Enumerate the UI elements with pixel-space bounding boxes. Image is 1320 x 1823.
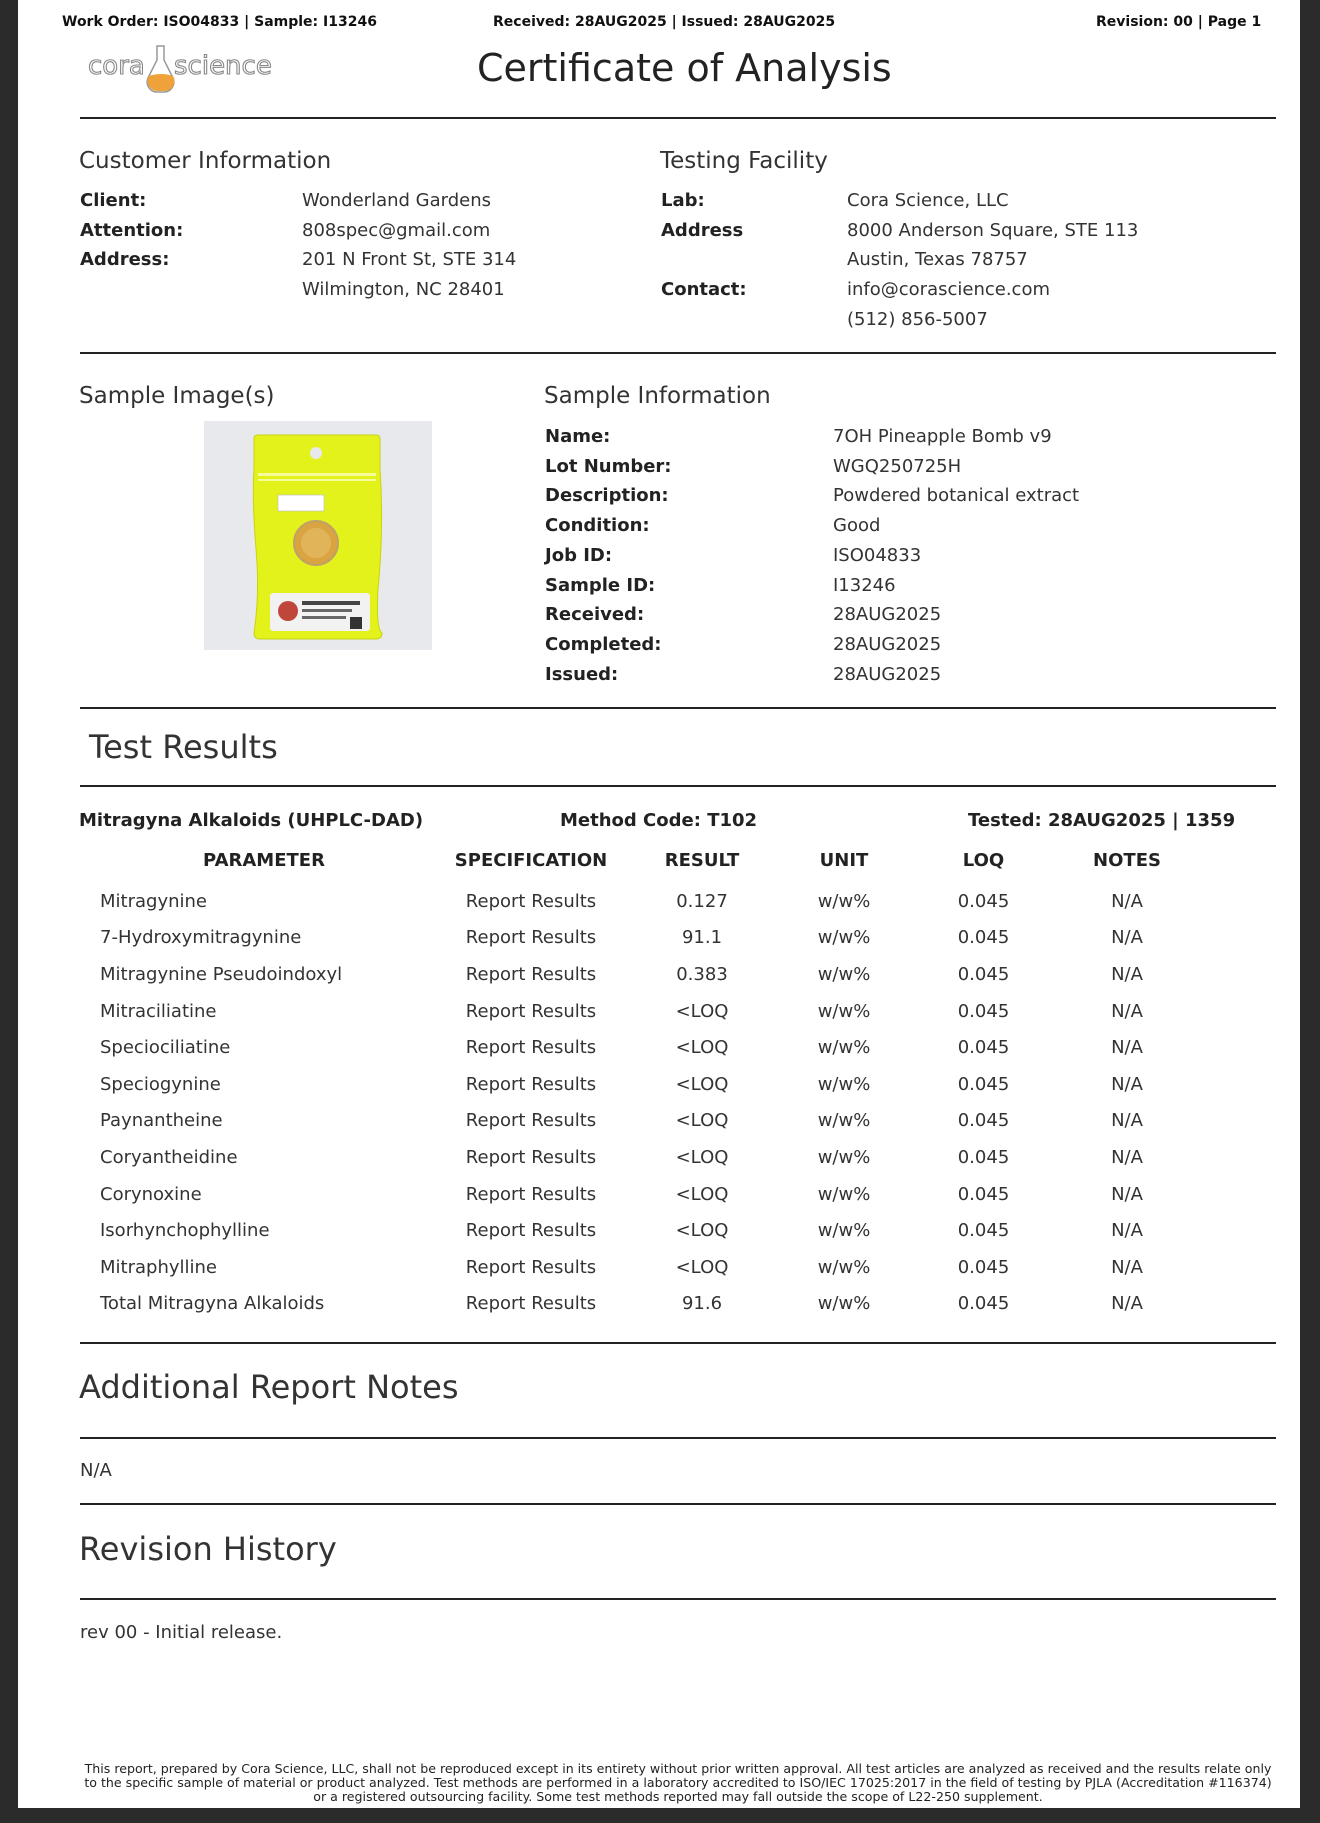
customer-label: Attention:: [80, 219, 184, 241]
unit-cell: w/w%: [817, 1073, 871, 1095]
parameter-cell: Mitragynine Pseudoindoxyl: [100, 963, 343, 985]
parameter-cell: Mitragynine: [100, 890, 207, 912]
document-title: Certificate of Analysis: [477, 46, 892, 90]
sample-info-value: 28AUG2025: [833, 633, 942, 655]
customer-label: Address:: [80, 249, 170, 271]
loq-cell: 0.045: [957, 1183, 1010, 1205]
facility-value: (512) 856-5007: [847, 308, 988, 330]
customer-row: [80, 275, 516, 305]
customer-value: 201 N Front St, STE 314: [302, 249, 517, 271]
unit-cell: w/w%: [817, 927, 871, 949]
parameter-cell: Total Mitragyna Alkaloids: [100, 1293, 325, 1315]
loq-cell: 0.045: [957, 1073, 1010, 1095]
specification-cell: Report Results: [465, 1000, 597, 1022]
customer-info-list: [80, 186, 516, 305]
facility-row: [661, 305, 1138, 335]
sample-info-row: [545, 630, 1079, 660]
result-cell: <LOQ: [675, 1146, 729, 1168]
loq-cell: 0.045: [957, 1110, 1010, 1132]
additional-notes-heading: Additional Report Notes: [79, 1368, 459, 1406]
facility-row: [661, 275, 1138, 305]
sample-info-label: Job ID:: [545, 544, 613, 566]
facility-row: [661, 245, 1138, 275]
customer-value: Wonderland Gardens: [302, 190, 491, 211]
sample-info-list: [545, 422, 1079, 689]
unit-cell: w/w%: [817, 1183, 871, 1205]
result-cell: <LOQ: [675, 1000, 729, 1022]
divider: [80, 352, 1276, 354]
column-header: NOTES: [1093, 850, 1161, 871]
revision-history-text: rev 00 - Initial release.: [80, 1622, 283, 1643]
notes-cell: N/A: [1111, 1183, 1143, 1205]
result-cell: 91.1: [681, 927, 723, 949]
sample-photo: [204, 421, 432, 650]
specification-cell: Report Results: [465, 1146, 597, 1168]
notes-cell: N/A: [1111, 1293, 1143, 1315]
results-table: [96, 850, 1201, 1322]
parameter-cell: Isorhynchophylline: [100, 1220, 270, 1242]
facility-value: Austin, Texas 78757: [847, 249, 1028, 271]
parameter-cell: Speciogynine: [100, 1073, 221, 1095]
sample-info-value: ISO04833: [833, 544, 922, 566]
facility-label: [661, 305, 847, 335]
table-row: [96, 1286, 1201, 1323]
specification-cell: Report Results: [465, 963, 597, 985]
result-cell: <LOQ: [675, 1256, 729, 1278]
disclaimer-line: to the specific sample of material or product analyzed. Test methods are performed in a laboratory accredited to ISO/IEC 17025:2017 in the field of testing by PJLA (Accreditation #116374): [84, 1775, 1272, 1790]
revision-history-heading: Revision History: [79, 1530, 337, 1568]
table-row: [96, 1249, 1201, 1286]
notes-cell: N/A: [1111, 890, 1143, 912]
unit-cell: w/w%: [817, 1000, 871, 1022]
sample-info-label: Sample ID:: [545, 574, 656, 596]
result-cell: 0.127: [676, 890, 728, 912]
sample-info-value: 28AUG2025: [833, 663, 942, 685]
table-row: [96, 1212, 1201, 1249]
unit-cell: w/w%: [817, 1220, 871, 1242]
parameter-cell: Mitraciliatine: [100, 1000, 217, 1022]
facility-row: [661, 216, 1138, 246]
parameter-cell: 7-Hydroxymitragynine: [100, 927, 302, 949]
result-cell: <LOQ: [675, 1110, 729, 1132]
sample-info-label: Description:: [545, 485, 669, 507]
disclaimer-line: This report, prepared by Cora Science, LLC, shall not be reproduced except in its entirety without prior written approval. All test articles are analyzed as received and the results relate only: [84, 1761, 1272, 1776]
sample-info-row: [545, 660, 1079, 690]
certificate-page: [18, 0, 1300, 1808]
divider: [80, 117, 1276, 119]
table-header-row: [96, 850, 1201, 883]
column-header: PARAMETER: [203, 850, 325, 871]
divider: [80, 1342, 1276, 1344]
received-issued-header: Received: 28AUG2025 | Issued: 28AUG2025: [493, 14, 836, 30]
parameter-cell: Paynantheine: [100, 1110, 223, 1132]
customer-label: Client:: [80, 190, 147, 211]
specification-cell: Report Results: [465, 890, 597, 912]
sample-info-heading: Sample Information: [544, 383, 771, 409]
column-header: RESULT: [664, 850, 740, 871]
sample-info-row: [545, 541, 1079, 571]
method-code: Method Code: T102: [560, 810, 758, 831]
unit-cell: w/w%: [817, 963, 871, 985]
loq-cell: 0.045: [957, 1000, 1010, 1022]
panel-name: Mitragyna Alkaloids (UHPLC-DAD): [79, 810, 424, 831]
table-row: [96, 1176, 1201, 1213]
table-row: [96, 1139, 1201, 1176]
notes-cell: N/A: [1111, 1073, 1143, 1095]
unit-cell: w/w%: [817, 1110, 871, 1132]
additional-notes-text: N/A: [80, 1460, 112, 1481]
unit-cell: w/w%: [817, 890, 871, 912]
specification-cell: Report Results: [465, 1073, 597, 1095]
facility-value: Cora Science, LLC: [847, 190, 1009, 211]
notes-cell: N/A: [1111, 1256, 1143, 1278]
sample-info-row: [545, 422, 1079, 452]
loq-cell: 0.045: [957, 1146, 1010, 1168]
notes-cell: N/A: [1111, 963, 1143, 985]
table-row: [96, 993, 1201, 1030]
facility-label: Contact:: [661, 279, 747, 301]
table-row: [96, 956, 1201, 993]
unit-cell: w/w%: [817, 1293, 871, 1315]
parameter-cell: Coryantheidine: [100, 1146, 238, 1168]
sample-info-row: [545, 600, 1079, 630]
result-cell: 91.6: [681, 1293, 723, 1315]
loq-cell: 0.045: [957, 1256, 1010, 1278]
sample-info-value: I13246: [833, 574, 896, 596]
unit-cell: w/w%: [817, 1146, 871, 1168]
loq-cell: 0.045: [957, 1220, 1010, 1242]
column-header: SPECIFICATION: [454, 850, 608, 871]
facility-value: info@corascience.com: [847, 279, 1050, 301]
facility-value: 8000 Anderson Square, STE 113: [847, 219, 1139, 241]
tested-timestamp: Tested: 28AUG2025 | 1359: [968, 810, 1236, 831]
sample-images-heading: Sample Image(s): [79, 383, 275, 409]
cora-science-logo: [88, 44, 272, 96]
parameter-cell: Mitraphylline: [100, 1256, 217, 1278]
work-order-header: Work Order: ISO04833 | Sample: I13246: [62, 14, 377, 30]
sample-info-label: Completed:: [545, 633, 662, 655]
loq-cell: 0.045: [957, 1037, 1010, 1059]
sample-info-value: 7OH Pineapple Bomb v9: [833, 426, 1052, 447]
notes-cell: N/A: [1111, 1110, 1143, 1132]
column-header: LOQ: [962, 850, 1005, 871]
sample-info-row: [545, 511, 1079, 541]
table-row: [96, 920, 1201, 957]
sample-info-label: Name:: [545, 426, 611, 447]
sample-info-row: [545, 452, 1079, 482]
divider: [80, 1437, 1276, 1439]
result-cell: <LOQ: [675, 1073, 729, 1095]
notes-cell: N/A: [1111, 1220, 1143, 1242]
specification-cell: Report Results: [465, 1037, 597, 1059]
loq-cell: 0.045: [957, 890, 1010, 912]
parameter-cell: Corynoxine: [100, 1183, 202, 1205]
parameter-cell: Speciociliatine: [100, 1037, 231, 1059]
column-header: UNIT: [819, 850, 869, 871]
divider: [80, 785, 1276, 787]
sample-info-row: [545, 571, 1079, 601]
facility-label: Address: [661, 219, 744, 241]
notes-cell: N/A: [1111, 1037, 1143, 1059]
loq-cell: 0.045: [957, 1293, 1010, 1315]
specification-cell: Report Results: [465, 1183, 597, 1205]
divider: [80, 1598, 1276, 1600]
sample-info-value: Good: [833, 515, 881, 537]
facility-label: [661, 245, 847, 275]
testing-facility-list: [661, 186, 1138, 335]
testing-facility-heading: Testing Facility: [660, 148, 828, 174]
facility-label: Lab:: [661, 190, 705, 211]
revision-header: Revision: 00 | Page 1: [1096, 14, 1262, 30]
unit-cell: w/w%: [817, 1256, 871, 1278]
result-cell: <LOQ: [675, 1037, 729, 1059]
sample-info-label: Lot Number:: [545, 455, 672, 477]
customer-label: [80, 275, 302, 305]
customer-row: [80, 216, 516, 246]
customer-row: [80, 245, 516, 275]
customer-value: Wilmington, NC 28401: [302, 279, 505, 301]
logo-text-left: cora: [88, 51, 145, 81]
test-results-heading: Test Results: [89, 728, 278, 766]
sample-info-label: Issued:: [545, 663, 619, 685]
result-cell: <LOQ: [675, 1220, 729, 1242]
table-row: [96, 1103, 1201, 1140]
sample-info-label: Condition:: [545, 515, 650, 537]
customer-row: [80, 186, 516, 216]
sample-info-value: Powdered botanical extract: [833, 485, 1080, 507]
notes-cell: N/A: [1111, 1000, 1143, 1022]
divider: [80, 1503, 1276, 1505]
unit-cell: w/w%: [817, 1037, 871, 1059]
result-cell: 0.383: [676, 963, 728, 985]
table-row: [96, 1066, 1201, 1103]
sample-info-label: Received:: [545, 604, 645, 626]
notes-cell: N/A: [1111, 1146, 1143, 1168]
specification-cell: Report Results: [465, 927, 597, 949]
customer-info-heading: Customer Information: [79, 148, 332, 174]
table-row: [96, 883, 1201, 920]
sample-info-value: 28AUG2025: [833, 604, 942, 626]
sample-info-row: [545, 481, 1079, 511]
notes-cell: N/A: [1111, 927, 1143, 949]
specification-cell: Report Results: [465, 1256, 597, 1278]
loq-cell: 0.045: [957, 963, 1010, 985]
logo-text-right: science: [174, 51, 272, 81]
result-cell: <LOQ: [675, 1183, 729, 1205]
disclaimer-line: or a registered outsourcing facility. Some test methods reported may fall outside the scope of L22-250 supplement.: [313, 1789, 1043, 1804]
divider: [80, 707, 1276, 709]
customer-value: 808spec@gmail.com: [302, 219, 491, 241]
facility-row: [661, 186, 1138, 216]
table-row: [96, 1029, 1201, 1066]
loq-cell: 0.045: [957, 927, 1010, 949]
specification-cell: Report Results: [465, 1110, 597, 1132]
sample-info-value: WGQ250725H: [833, 455, 962, 477]
disclaimer-footer: [80, 1762, 1276, 1804]
specification-cell: Report Results: [465, 1293, 597, 1315]
specification-cell: Report Results: [465, 1220, 597, 1242]
